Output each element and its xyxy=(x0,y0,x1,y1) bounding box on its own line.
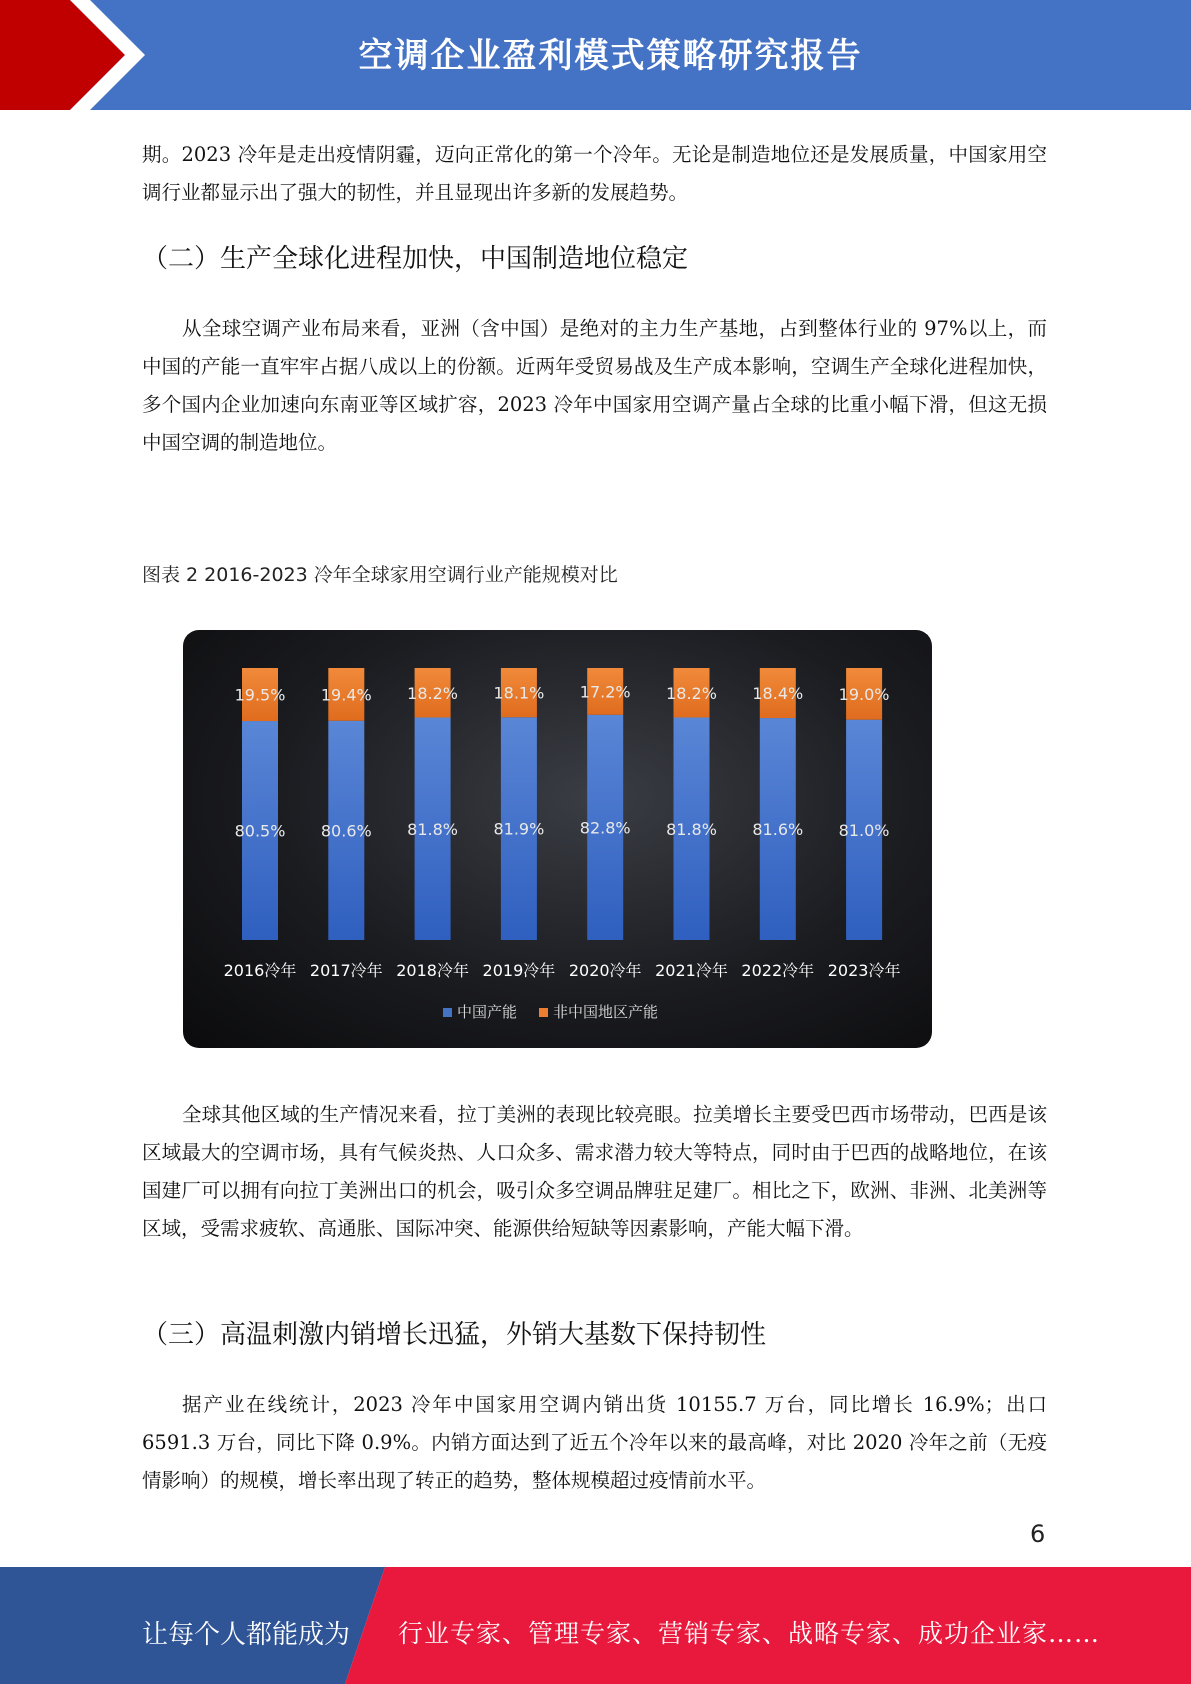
data-label-non-china-0: 19.5% xyxy=(234,685,286,705)
x-tick-label-0: 2016冷年 xyxy=(223,961,297,980)
chart-svg xyxy=(183,630,932,1048)
data-label-china-4: 82.8% xyxy=(579,818,631,838)
footer-slogan-left: 让每个人都能成为 xyxy=(142,1620,351,1650)
data-label-non-china-6: 18.4% xyxy=(752,684,804,704)
legend-label-0: 中国产能 xyxy=(457,1003,518,1021)
data-label-china-1: 80.6% xyxy=(320,821,372,841)
section-heading-2: （二）生产全球化进程加快，中国制造地位稳定 xyxy=(142,244,689,274)
data-label-non-china-1: 19.4% xyxy=(320,685,372,705)
x-tick-label-1: 2017冷年 xyxy=(309,961,383,980)
x-tick-label-7: 2023冷年 xyxy=(827,961,901,980)
section-heading-3: （三）高温刺激内销增长迅猛，外销大基数下保持韧性 xyxy=(142,1320,767,1350)
data-label-non-china-5: 18.2% xyxy=(666,683,717,703)
page-header xyxy=(0,0,1191,110)
legend-swatch-0 xyxy=(443,1008,452,1017)
data-label-non-china-2: 18.2% xyxy=(407,683,459,703)
footer-slogan-right: 行业专家、管理专家、营销专家、战略专家、成功企业家…… xyxy=(398,1619,1101,1648)
paragraph-intro-continuation: 期。2023 冷年是走出疫情阴霾，迈向正常化的第一个冷年。无论是制造地位还是发展质量，中国家用空调行业都显示出了强大的韧性，并且显现出许多新的发展趋势。 xyxy=(142,143,1047,204)
data-label-china-7: 81.0% xyxy=(838,820,890,840)
x-tick-label-5: 2021冷年 xyxy=(655,961,728,980)
data-label-china-3: 81.9% xyxy=(493,819,545,839)
figure-caption: 图表 2 2016-2023 冷年全球家用空调行业产能规模对比 xyxy=(142,564,618,586)
data-label-non-china-3: 18.1% xyxy=(493,683,545,703)
page-number: 6 xyxy=(1030,1520,1046,1548)
paragraph-other-regions: 全球其他区域的生产情况来看，拉丁美洲的表现比较亮眼。拉美增长主要受巴西市场带动，巴西是该区域最大的空调市场，具有气候炎热、人口众多、需求潜力较大等特点，同时由于巴西的战略地位，在该国建厂可以拥有向拉丁美洲出口的机会，吸引众多空调品牌驻足建厂。相比之下，欧洲、非洲、北美洲等区域，受需求疲软、高通胀、国际冲突、能源供给短缺等因素影响，产能大幅下滑。 xyxy=(142,1103,1047,1240)
data-label-non-china-7: 19.0% xyxy=(838,684,890,704)
data-label-non-china-4: 17.2% xyxy=(579,682,631,702)
x-tick-label-3: 2019冷年 xyxy=(482,961,556,980)
data-label-china-2: 81.8% xyxy=(407,819,459,839)
x-tick-label-2: 2018冷年 xyxy=(396,961,469,980)
x-tick-label-6: 2022冷年 xyxy=(741,961,815,980)
legend-swatch-1 xyxy=(539,1008,548,1017)
legend-label-1: 非中国地区产能 xyxy=(553,1003,659,1021)
data-label-china-0: 80.5% xyxy=(234,821,286,841)
paragraph-domestic-export: 据产业在线统计，2023 冷年中国家用空调内销出货 10155.7 万台，同比增长 16.9%；出口 6591.3 万台，同比下降 0.9%。内销方面达到了近五个冷年以来的最高峰，对比 2020 冷年之前（无疫情影响）的规模，增长率出现了转正的趋势，整体规模超过疫情前水平。 xyxy=(142,1393,1047,1492)
report-title: 空调企业盈利模式策略研究报告 xyxy=(358,36,863,76)
paragraph-global-layout: 从全球空调产业布局来看，亚洲（含中国）是绝对的主力生产基地，占到整体行业的 97%以上，而中国的产能一直牢牢占据八成以上的份额。近两年受贸易战及生产成本影响，空调生产全球化进程加快，多个国内企业加速向东南亚等区域扩容，2023 冷年中国家用空调产量占全球的比重小幅下滑，但这无损中国空调的制造地位。 xyxy=(142,317,1047,454)
capacity-stacked-bar-chart xyxy=(183,630,932,1048)
data-label-china-6: 81.6% xyxy=(752,820,804,840)
x-tick-label-4: 2020冷年 xyxy=(568,961,642,980)
data-label-china-5: 81.8% xyxy=(666,819,717,839)
